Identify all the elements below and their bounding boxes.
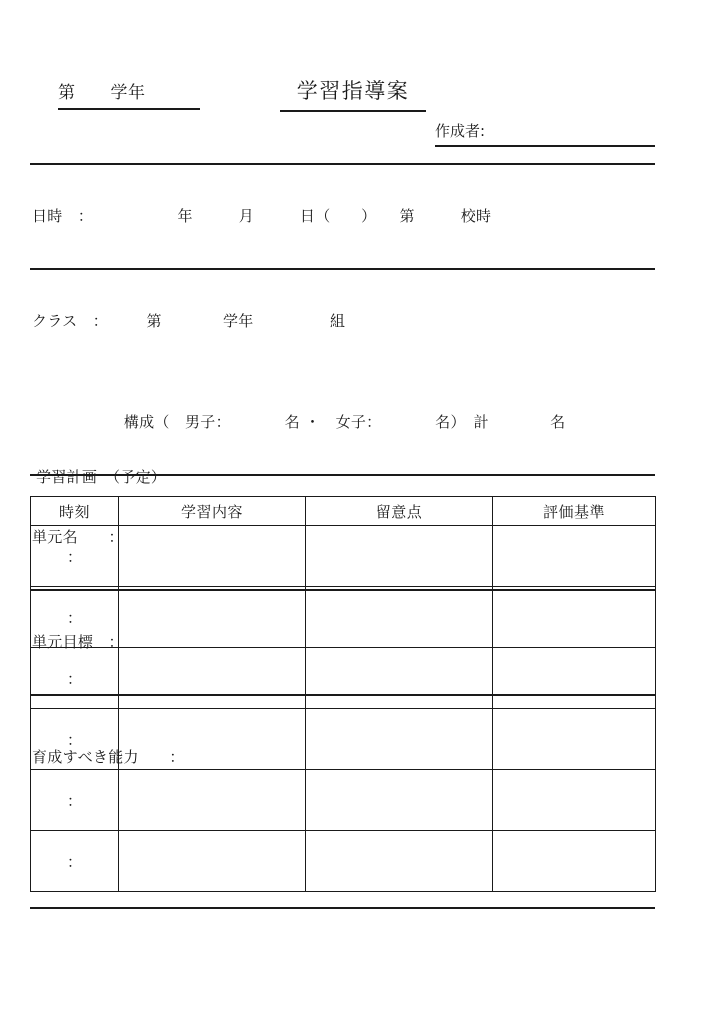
table-row bbox=[31, 709, 656, 770]
cell-eval[interactable] bbox=[493, 831, 656, 892]
table-header-row bbox=[31, 497, 656, 526]
cell-content[interactable] bbox=[119, 709, 306, 770]
table-row bbox=[31, 587, 656, 648]
cell-note[interactable] bbox=[306, 831, 493, 892]
cell-eval[interactable] bbox=[493, 526, 656, 587]
cell-time[interactable]: ： bbox=[31, 648, 119, 709]
cell-note[interactable] bbox=[306, 587, 493, 648]
author-field[interactable]: 作成者: bbox=[435, 120, 655, 147]
class-label: クラス ： 第 学年 組 bbox=[32, 312, 346, 330]
competencies-label: 育成すべき能力 ： bbox=[32, 748, 185, 766]
cell-content[interactable] bbox=[119, 587, 306, 648]
composition-row[interactable] bbox=[30, 373, 655, 476]
datetime-label: 日時 ： 年 月 日（ ） 第 校時 bbox=[32, 207, 492, 225]
plan-caption: 学習計画 （予定） bbox=[36, 468, 167, 486]
cell-time[interactable]: ： bbox=[31, 526, 119, 587]
cell-content[interactable] bbox=[119, 526, 306, 587]
table-body bbox=[31, 526, 656, 892]
cell-eval[interactable] bbox=[493, 648, 656, 709]
cell-note[interactable] bbox=[306, 526, 493, 587]
cell-eval[interactable] bbox=[493, 770, 656, 831]
cell-time[interactable]: ： bbox=[31, 709, 119, 770]
cell-note[interactable] bbox=[306, 709, 493, 770]
composition-label: 構成（ 男子： 名 ・ 女子： 名） 計 名 bbox=[32, 413, 566, 431]
cell-note[interactable] bbox=[306, 770, 493, 831]
cell-content[interactable] bbox=[119, 770, 306, 831]
page-title: 学習指導案 bbox=[280, 75, 426, 112]
cell-eval[interactable] bbox=[493, 587, 656, 648]
cell-note[interactable] bbox=[306, 648, 493, 709]
table-header bbox=[31, 497, 656, 526]
unit-goal-label: 単元目標 ： bbox=[32, 633, 124, 651]
document-header bbox=[30, 78, 655, 150]
cell-content[interactable] bbox=[119, 831, 306, 892]
table-row bbox=[31, 831, 656, 892]
grade-field[interactable]: 第 学年 bbox=[58, 78, 200, 110]
table-row bbox=[31, 770, 656, 831]
table-row bbox=[31, 526, 656, 587]
cell-time[interactable]: ： bbox=[31, 831, 119, 892]
unit-name-label: 単元名 ： bbox=[32, 528, 124, 546]
column-header-time: 時刻 bbox=[31, 497, 119, 526]
cell-content[interactable] bbox=[119, 648, 306, 709]
cell-time[interactable]: ： bbox=[31, 770, 119, 831]
class-row[interactable] bbox=[30, 270, 655, 373]
column-header-content: 学習内容 bbox=[119, 497, 306, 526]
column-header-note: 留意点 bbox=[306, 497, 493, 526]
column-header-eval: 評価基準 bbox=[493, 497, 656, 526]
learning-plan-table bbox=[30, 496, 656, 892]
datetime-row[interactable] bbox=[30, 163, 655, 270]
cell-time[interactable]: ： bbox=[31, 587, 119, 648]
table-row bbox=[31, 648, 656, 709]
cell-eval[interactable] bbox=[493, 709, 656, 770]
